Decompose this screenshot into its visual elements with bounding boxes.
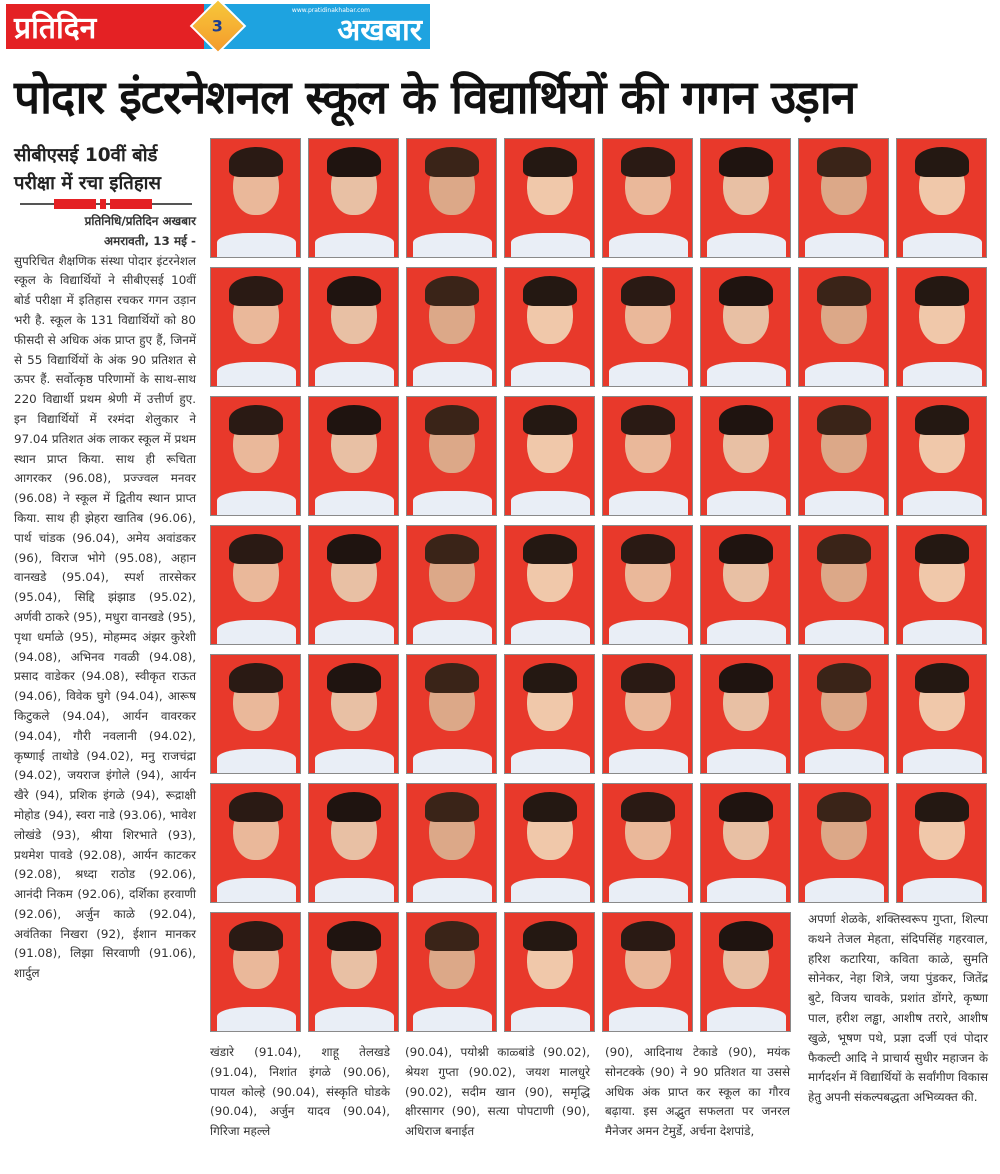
student-photo bbox=[602, 912, 693, 1032]
student-photo bbox=[308, 396, 399, 516]
student-photo bbox=[504, 783, 595, 903]
student-photo bbox=[504, 396, 595, 516]
student-photo bbox=[896, 783, 987, 903]
student-photo bbox=[406, 267, 497, 387]
student-photo bbox=[308, 783, 399, 903]
article-right-column: अपर्णा शेळके, शक्तिस्वरूप गुप्ता, शिल्पा कथने तेजल मेहता, संदिपसिंह गहरवाल, हरिश कटारिया, कविता काळे, सुमति सोनेकर, नेहा शित्रे, जया पुंडकर, जितेंद्र बुटे, विजय चावके, प्रशांत डोंगरे, कृष्णा पाल, हरीश लड्ढा, आशीष तरारे, आशीष खुळे, भूषण पथे, प्रज्ञा दर्जी एवं पोदार फैकल्टी आदि ने प्राचार्य सुधीर महाजन के मार्गदर्शन में विद्यार्थियों के सर्वांगीण विकास हेतु अपनी संकल्पबद्धता अभिव्यक्त की. bbox=[808, 912, 988, 1105]
masthead-right-title: अखबार bbox=[337, 13, 422, 48]
student-photo bbox=[798, 396, 889, 516]
student-photo bbox=[896, 525, 987, 645]
student-photo bbox=[504, 654, 595, 774]
article-bottom-col-3: (90), आदिनाथ टेकाडे (90), मयंक सोनटक्के (90) ने 90 प्रतिशत या उससे अधिक अंक प्राप्त कर स्कूल का गौरव बढ़ाया. इस अद्भुत सफलता पर जनरल मैनेजर अमन टेमुर्डे, अर्चना देशपांडे, bbox=[605, 1045, 790, 1139]
student-photo bbox=[210, 525, 301, 645]
student-photo bbox=[210, 267, 301, 387]
student-photo bbox=[602, 525, 693, 645]
subheadline: सीबीएसई 10वीं बोर्ड परीक्षा में रचा इतिहास bbox=[14, 145, 161, 194]
student-photo bbox=[700, 654, 791, 774]
student-photo bbox=[700, 138, 791, 258]
student-photo bbox=[700, 912, 791, 1032]
student-photo bbox=[798, 783, 889, 903]
byline: प्रतिनिधि/प्रतिदिन अखबार bbox=[84, 214, 196, 228]
article-bottom-col-2: (90.04), पयोश्नी काळ्बांडे (90.02), श्रेयश गुप्ता (90.02), जयश मालधुरे (90.02), सदीम खान (90), समृद्धि क्षीरसागर (90), सत्या पोपटाणी (90), अधिराज बनाईत bbox=[405, 1045, 590, 1139]
student-photo bbox=[504, 267, 595, 387]
student-photo bbox=[504, 138, 595, 258]
student-photo bbox=[700, 525, 791, 645]
student-photo bbox=[504, 525, 595, 645]
student-photo bbox=[700, 267, 791, 387]
student-photo bbox=[406, 396, 497, 516]
student-photo bbox=[308, 138, 399, 258]
student-photo bbox=[798, 138, 889, 258]
student-photo bbox=[602, 138, 693, 258]
masthead-left: प्रतिदिन bbox=[6, 4, 204, 49]
student-photo bbox=[896, 654, 987, 774]
student-photo bbox=[406, 138, 497, 258]
student-photo bbox=[798, 267, 889, 387]
student-photo bbox=[210, 138, 301, 258]
masthead bbox=[6, 4, 430, 49]
student-photo bbox=[700, 396, 791, 516]
student-photo bbox=[602, 783, 693, 903]
student-photo bbox=[210, 654, 301, 774]
masthead-url: www.pratidinakhabar.com bbox=[291, 7, 370, 14]
student-photo bbox=[504, 912, 595, 1032]
student-photo bbox=[896, 396, 987, 516]
student-photo bbox=[406, 525, 497, 645]
article-bottom-col-1: खंडारे (91.04), शाहू तेलखडे (91.04), निशांत इंगळे (90.06), पायल कोल्हे (90.04), संस्कृति घोडके (90.04), अर्जुन यादव (90.04), गिरिजा महल्ले bbox=[210, 1045, 390, 1139]
student-photo bbox=[798, 525, 889, 645]
student-photo bbox=[406, 783, 497, 903]
decorative-divider bbox=[20, 199, 192, 209]
headline: पोदार इंटरनेशनल स्कूल के विद्यार्थियों की गगन उड़ान bbox=[14, 70, 856, 124]
student-photo bbox=[308, 525, 399, 645]
student-photo bbox=[406, 912, 497, 1032]
dateline: अमरावती, 13 मई - bbox=[104, 233, 196, 248]
student-photo bbox=[896, 138, 987, 258]
article-left-column bbox=[14, 212, 196, 984]
student-photo bbox=[210, 396, 301, 516]
student-photo bbox=[896, 267, 987, 387]
student-photo bbox=[308, 267, 399, 387]
student-photo bbox=[210, 912, 301, 1032]
student-photo bbox=[308, 654, 399, 774]
badge-number: 3 bbox=[212, 16, 224, 36]
student-photo bbox=[406, 654, 497, 774]
article-text-left: सुपरिचित शैक्षणिक संस्था पोदार इंटरनेशल स्कूल के विद्यार्थियों ने सीबीएसई 10वीं बोर्ड परीक्षा में इतिहास रचकर गगन उड़ान भरी है. स्कूल के 131 विद्यार्थियों को 80 फीसदी से अधिक अंक प्राप्त हुए हैं, जिनमें से 55 विद्यार्थियों के अंक 90 प्रतिशत से ऊपर हैं. सर्वोत्कृष्ठ परिणामों के साथ-साथ 220 विद्यार्थी प्रथम श्रेणी में उत्तीर्ण हुए. इन विद्यार्थियों में रश्मंदा शेलुकार ने 97.04 प्रतिशत अंक लाकर स्कूल में प्रथम स्थान प्राप्त किया. साथ ही रूचिता आगरकर (96.08), प्रज्ज्वल मनवर (96.08) ने स्कूल में द्वितीय स्थान प्राप्त किया. साथ ही झेहरा खातिब (96.06), पार्थ चांडक (96.04), अमेय अवांडकर (96), विराज भोगे (95.08), अहान वानखडे (95.04), स्पर्श तारसेकर (95.04), सिद्दि झंझाड (95.02), अर्णवी ठाकरे (95), मधुरा वानखडे (95), पृथा धर्माळे (95), मोहम्मद अंझर कुरेशी (94.08), अभिनव गवळी (94.08), प्रसाद वाडेकर (94.08), स्वीकृत राऊत (94.06), विवेक घुगे (94.04), आरूष किटुकले (94.04), आर्यन वावरकर (94.04), गौरी नवलानी (94.02), कृष्णाई ताथोडे (94.02), मनु राजचंद्रा (94.02), जयराज इंगोले (94), आर्यन खैरे (94), प्रशिक इंगळे (94), रूद्राक्षी मोहोड (94), स्वरा नाडे (93.06), भावेश लोखंडे (93), श्रीया शिरभाते (93), प्रथमेश पावडे (92.08), आर्यन काटकर (92.08), श्रध्दा राठोड (92.06), आनंदी निकम (92.06), दर्शिका हरवाणी (92.06), अर्जुन काळे (92.04), अवंतिका निखरा (92), ईशान मानकर (91.08), लिझा सिरवाणी (91.06), शार्दुल bbox=[14, 253, 196, 981]
student-photo bbox=[602, 267, 693, 387]
student-photo bbox=[308, 912, 399, 1032]
student-photo bbox=[700, 783, 791, 903]
student-photo bbox=[798, 654, 889, 774]
student-photo bbox=[602, 654, 693, 774]
student-photo bbox=[602, 396, 693, 516]
student-photo bbox=[210, 783, 301, 903]
